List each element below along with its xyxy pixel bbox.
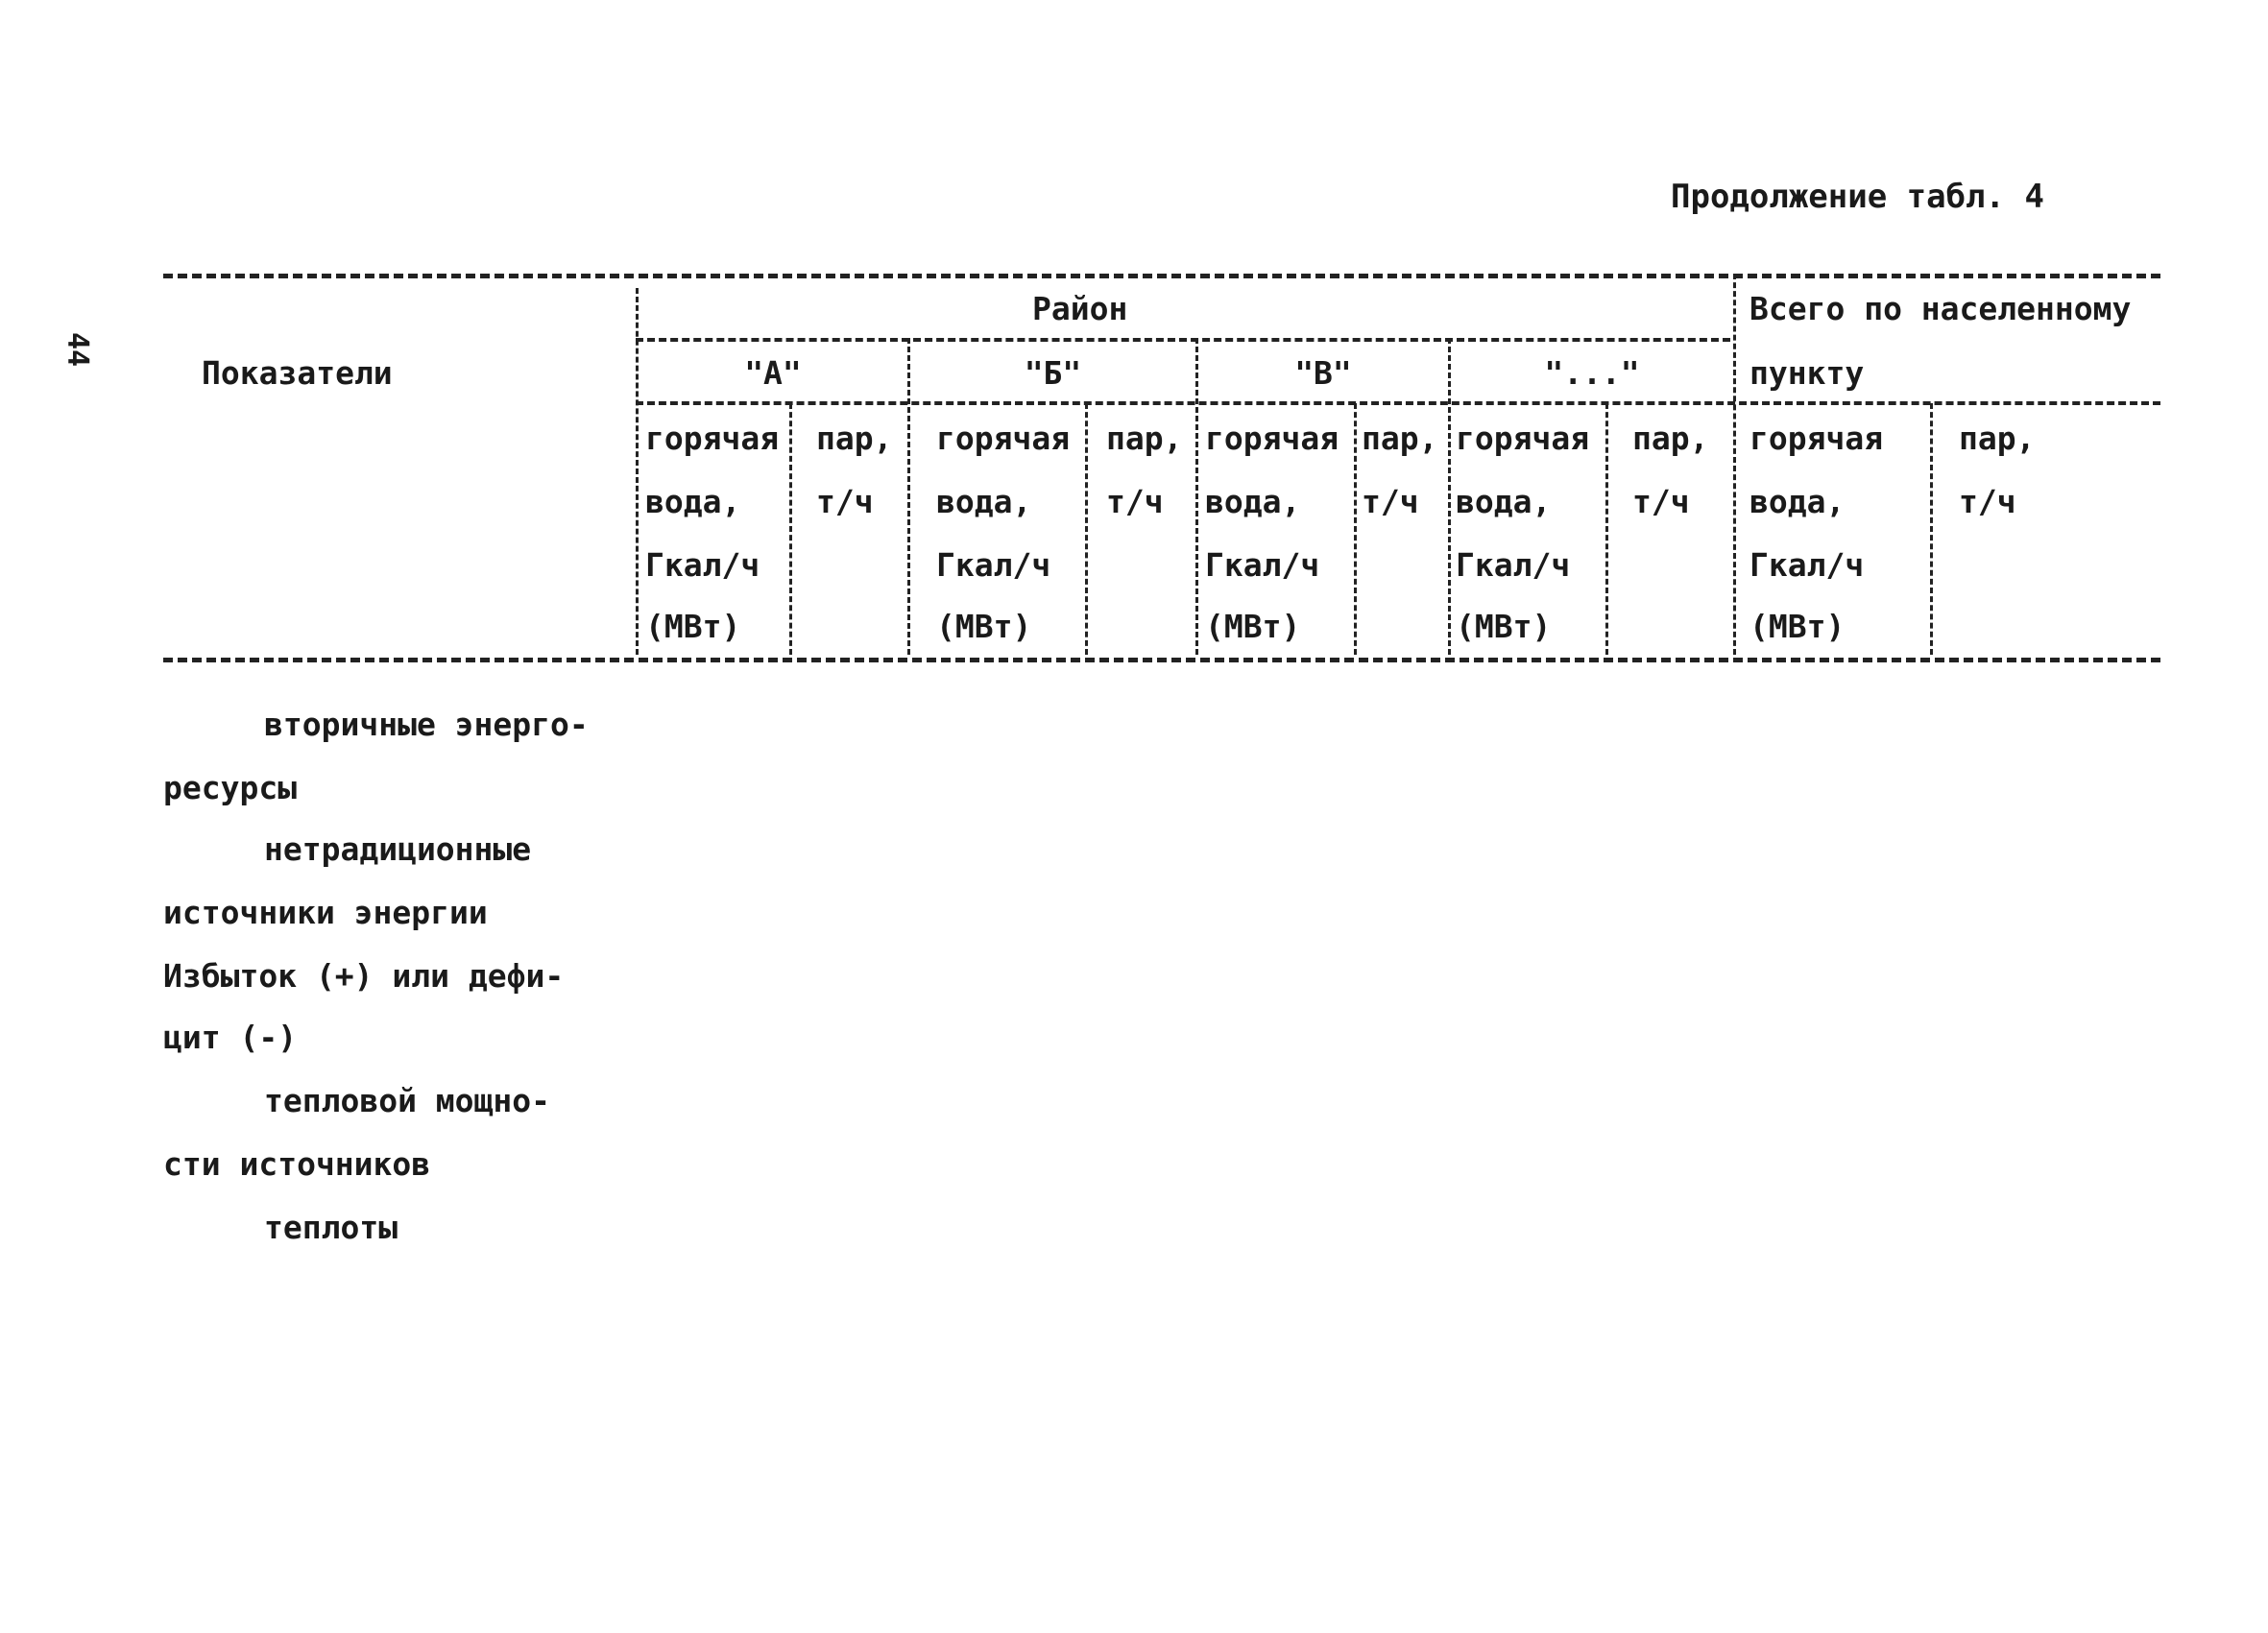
row-text: ресурсы: [163, 769, 298, 806]
district-a: "А": [744, 354, 802, 392]
district-b: "Б": [1024, 354, 1082, 392]
header-total: Всего по населенному: [1749, 290, 2132, 327]
sub-hot-a-4: (МВт): [645, 608, 741, 645]
header-district: Район: [1032, 290, 1128, 327]
sub-hot-etc-4: (МВт): [1456, 608, 1552, 645]
row-text: теплоты: [264, 1209, 398, 1246]
header-indicators: Показатели: [202, 354, 393, 392]
row-text: источники энергии: [163, 894, 488, 931]
header-total-cont: пункту: [1749, 354, 1865, 392]
row-text: нетрадиционные: [264, 830, 532, 868]
sub-steam-etc-1: пар,: [1632, 420, 1709, 457]
col-divider: [1930, 403, 1933, 655]
sub-hot-v-4: (МВт): [1205, 608, 1301, 645]
sub-steam-a-2: т/ч: [816, 483, 874, 520]
table-caption: Продолжение табл. 4: [1671, 178, 2044, 216]
sub-hot-v-3: Гкал/ч: [1205, 546, 1320, 584]
sub-steam-total-2: т/ч: [1959, 483, 2016, 520]
table-header-bottom-rule: [163, 658, 2160, 662]
sub-hot-etc-3: Гкал/ч: [1456, 546, 1571, 584]
sub-steam-b-2: т/ч: [1106, 483, 1164, 520]
row-text: сти источников: [163, 1145, 431, 1183]
district-v: "В": [1294, 354, 1352, 392]
row-text: тепловой мощно-: [264, 1082, 551, 1119]
row-text: цит (-): [163, 1019, 298, 1056]
sub-hot-b-2: вода,: [936, 483, 1032, 520]
row-text: вторичные энерго-: [264, 706, 589, 743]
sub-hot-a-3: Гкал/ч: [645, 546, 760, 584]
sub-hot-a-2: вода,: [645, 483, 741, 520]
sub-steam-v-1: пар,: [1362, 420, 1438, 457]
sub-hot-total-1: горячая: [1749, 420, 1884, 457]
sub-steam-etc-2: т/ч: [1632, 483, 1690, 520]
table-top-rule: [163, 274, 2160, 278]
sub-steam-total-1: пар,: [1959, 420, 2036, 457]
district-subheader-rule: [636, 338, 1730, 342]
sub-hot-b-4: (МВт): [936, 608, 1032, 645]
sub-hot-a-1: горячая: [645, 420, 780, 457]
sub-hot-b-1: горячая: [936, 420, 1071, 457]
sub-hot-total-4: (МВт): [1749, 608, 1846, 645]
sub-steam-b-1: пар,: [1106, 420, 1183, 457]
sub-hot-total-2: вода,: [1749, 483, 1846, 520]
col-divider: [1733, 274, 1736, 655]
sub-hot-v-2: вода,: [1205, 483, 1301, 520]
sub-hot-etc-1: горячая: [1456, 420, 1590, 457]
district-etc: "...": [1544, 354, 1640, 392]
sub-hot-total-3: Гкал/ч: [1749, 546, 1865, 584]
col-divider: [1605, 403, 1608, 655]
col-divider: [789, 403, 792, 655]
page-number: 44: [60, 332, 94, 368]
col-divider: [636, 288, 639, 655]
row-text: Избыток (+) или дефи-: [163, 957, 565, 995]
col-divider: [1085, 403, 1088, 655]
sub-steam-v-2: т/ч: [1362, 483, 1419, 520]
sub-hot-v-1: горячая: [1205, 420, 1339, 457]
sub-hot-etc-2: вода,: [1456, 483, 1552, 520]
sub-hot-b-3: Гкал/ч: [936, 546, 1051, 584]
col-divider: [1354, 403, 1357, 655]
sub-steam-a-1: пар,: [816, 420, 893, 457]
